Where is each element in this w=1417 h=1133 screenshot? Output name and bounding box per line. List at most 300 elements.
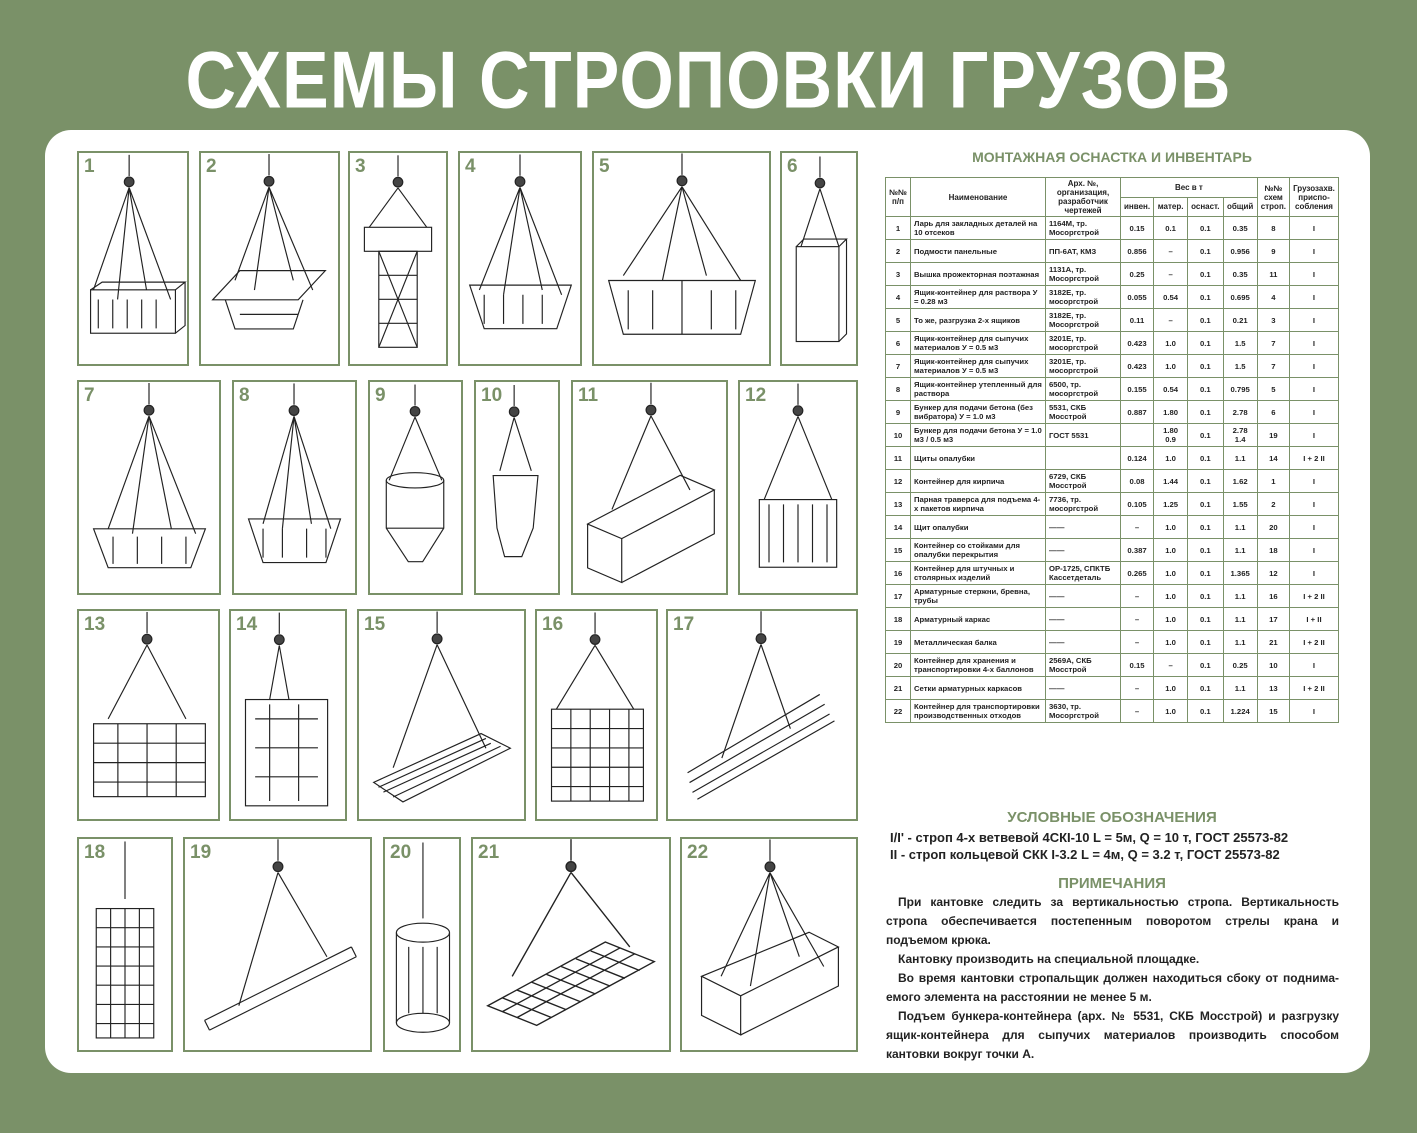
cell-arch: ——: [1046, 631, 1121, 654]
col-tot-header: общий: [1223, 197, 1257, 217]
cell-inv: 0.856: [1121, 240, 1154, 263]
scheme-number: 17: [673, 614, 695, 635]
cell-name: Контейнер со стойками для опалубки перекрытия: [911, 539, 1046, 562]
cell-mat: 1.0: [1154, 332, 1188, 355]
cell-name: Арматурные стержни, бревна, трубы: [911, 585, 1046, 608]
cell-name: Ларь для закладных деталей на 10 отсеков: [911, 217, 1046, 240]
cell-osn: 0.1: [1188, 493, 1223, 516]
cell-n: 11: [886, 447, 911, 470]
container-sling-illustration: [460, 153, 580, 364]
scheme-cell-7: [77, 380, 221, 595]
cell-osn: 0.1: [1188, 516, 1223, 539]
formwork-shield-sling-illustration: [231, 611, 345, 819]
cell-name: Ящик-контейнер для сыпучих материалов У = 0.5 м3: [911, 332, 1046, 355]
table-row: [886, 631, 1339, 654]
table-row: [886, 401, 1339, 424]
cell-mat: 1.25: [1154, 493, 1188, 516]
cell-arch: 6729, СКБ Мосстрой: [1046, 470, 1121, 493]
cell-sch: 15: [1257, 700, 1289, 723]
cell-osn: 0.1: [1188, 355, 1223, 378]
cell-n: 16: [886, 562, 911, 585]
table-row: [886, 217, 1339, 240]
cell-grip: I + 2 II: [1290, 585, 1339, 608]
cell-osn: 0.1: [1188, 378, 1223, 401]
cell-name: Металлическая балка: [911, 631, 1046, 654]
col-mat-header: матер.: [1154, 197, 1188, 217]
legend-line-1: I/I' - строп 4-х ветвевой 4СКI-10 L = 5м, Q = 10 т, ГОСТ 25573-82: [890, 830, 1289, 845]
scheme-number: 9: [375, 385, 386, 406]
table-row: [886, 309, 1339, 332]
cell-grip: I: [1290, 424, 1339, 447]
cell-tot: 0.35: [1223, 263, 1257, 286]
col-scheme-header: №№ схем строп.: [1257, 178, 1289, 217]
cell-arch: 7736, тр. мосоргстрой: [1046, 493, 1121, 516]
cell-tot: 1.55: [1223, 493, 1257, 516]
table-row: [886, 608, 1339, 631]
cell-arch: 3182Е, тр. Мосоргстрой: [1046, 309, 1121, 332]
cell-grip: I: [1290, 654, 1339, 677]
cell-osn: 0.1: [1188, 654, 1223, 677]
table-row: [886, 470, 1339, 493]
cell-arch: 3630, тр. Мосоргстрой: [1046, 700, 1121, 723]
cell-sch: 19: [1257, 424, 1289, 447]
cell-n: 3: [886, 263, 911, 286]
scheme-cell-14: [229, 609, 347, 821]
waste-container-sling-illustration: [682, 839, 856, 1050]
cell-inv: 0.11: [1121, 309, 1154, 332]
prop-container-sling-illustration: [359, 611, 524, 819]
cell-mat: 1.0: [1154, 516, 1188, 539]
cell-inv: 0.25: [1121, 263, 1154, 286]
cell-mat: 1.80: [1154, 401, 1188, 424]
cell-name: Сетки арматурных каркасов: [911, 677, 1046, 700]
notes: [886, 893, 1339, 1064]
scheme-cell-5: [592, 151, 771, 366]
cell-arch: 3201Е, тр. мосоргстрой: [1046, 332, 1121, 355]
table-row: [886, 516, 1339, 539]
cell-mat: 1.80 0.9: [1154, 424, 1188, 447]
cell-tot: 1.224: [1223, 700, 1257, 723]
cell-sch: 7: [1257, 355, 1289, 378]
cell-sch: 18: [1257, 539, 1289, 562]
cell-arch: 6500, тр. мосоргстрой: [1046, 378, 1121, 401]
scheme-cell-16: [535, 609, 658, 821]
cylinder-container-sling-illustration: [385, 839, 459, 1050]
scheme-cell-19: [183, 837, 372, 1052]
cell-grip: I: [1290, 217, 1339, 240]
cell-mat: 0.54: [1154, 286, 1188, 309]
cell-inv: [1121, 424, 1154, 447]
scheme-cell-1: [77, 151, 189, 366]
cell-mat: –: [1154, 654, 1188, 677]
cell-sch: 14: [1257, 447, 1289, 470]
scheme-number: 19: [190, 842, 212, 863]
cell-n: 7: [886, 355, 911, 378]
scheme-number: 5: [599, 156, 610, 177]
note-paragraph: При кантовке следить за вертикальностью стропа. Вертикальность стропа обеспечивается постепенным поворотом стрелы крана и подъемом крюка.: [886, 895, 1339, 947]
cell-tot: 1.62: [1223, 470, 1257, 493]
cell-inv: –: [1121, 677, 1154, 700]
cell-arch: ——: [1046, 516, 1121, 539]
scheme-cell-9: [368, 380, 463, 595]
scheme-number: 10: [481, 385, 503, 406]
scheme-cell-3: [348, 151, 448, 366]
scheme-number: 22: [687, 842, 709, 863]
scheme-number: 11: [578, 385, 599, 406]
scheme-cell-6: [780, 151, 858, 366]
scheme-number: 14: [236, 614, 258, 635]
cell-sch: 6: [1257, 401, 1289, 424]
table-row: [886, 585, 1339, 608]
cell-mat: 1.0: [1154, 677, 1188, 700]
table-row: [886, 355, 1339, 378]
cell-name: Парная траверса для подъема 4-х пакетов кирпича: [911, 493, 1046, 516]
cell-grip: I: [1290, 332, 1339, 355]
cell-arch: [1046, 447, 1121, 470]
cell-tot: 1.5: [1223, 332, 1257, 355]
cell-sch: 21: [1257, 631, 1289, 654]
rebar-cage-sling-illustration: [79, 839, 171, 1050]
cell-sch: 12: [1257, 562, 1289, 585]
cell-inv: 0.08: [1121, 470, 1154, 493]
cell-tot: 1.1: [1223, 516, 1257, 539]
scheme-number: 8: [239, 385, 250, 406]
cell-sch: 10: [1257, 654, 1289, 677]
scheme-cell-2: [199, 151, 340, 366]
col-inv-header: инвен.: [1121, 197, 1154, 217]
cell-osn: 0.1: [1188, 585, 1223, 608]
cell-osn: 0.1: [1188, 700, 1223, 723]
col-osn-header: оснаст.: [1188, 197, 1223, 217]
cell-osn: 0.1: [1188, 470, 1223, 493]
table-row: [886, 654, 1339, 677]
scheme-number: 4: [465, 156, 476, 177]
cell-mat: –: [1154, 240, 1188, 263]
cell-name: Вышка прожекторная поэтажная: [911, 263, 1046, 286]
equipment-table: [885, 177, 1339, 723]
cell-inv: 0.423: [1121, 332, 1154, 355]
cell-mat: 1.0: [1154, 700, 1188, 723]
cell-tot: 2.78: [1223, 401, 1257, 424]
cell-tot: 1.1: [1223, 631, 1257, 654]
cell-osn: 0.1: [1188, 539, 1223, 562]
cell-osn: 0.1: [1188, 401, 1223, 424]
table-row: [886, 562, 1339, 585]
cell-grip: I: [1290, 470, 1339, 493]
cell-mat: 1.0: [1154, 447, 1188, 470]
cell-osn: 0.1: [1188, 562, 1223, 585]
table-row: [886, 240, 1339, 263]
scheme-cell-17: [666, 609, 858, 821]
scheme-number: 1: [84, 156, 95, 177]
cell-arch: ——: [1046, 585, 1121, 608]
legend: [890, 829, 1340, 863]
cell-arch: 2569А, СКБ Мосстрой: [1046, 654, 1121, 677]
cell-name: Подмости панельные: [911, 240, 1046, 263]
scheme-number: 21: [478, 842, 500, 863]
cell-name: Ящик-контейнер для раствора У = 0.28 м3: [911, 286, 1046, 309]
mesh-container-sling-illustration: [537, 611, 656, 819]
concrete-bucket-sling-illustration: [476, 382, 558, 593]
cell-name: Щиты опалубки: [911, 447, 1046, 470]
notes-heading: ПРИМЕЧАНИЯ: [1058, 875, 1166, 892]
scheme-cell-20: [383, 837, 461, 1052]
cell-grip: I: [1290, 309, 1339, 332]
cell-mat: 1.0: [1154, 608, 1188, 631]
note-paragraph: Во время кантовки стропальщик должен находиться сбоку от поднима-емого элемента на расстоянии не менее 5 м.: [886, 971, 1339, 1004]
brick-container-sling-illustration: [740, 382, 856, 593]
cell-mat: 1.0: [1154, 355, 1188, 378]
cell-n: 9: [886, 401, 911, 424]
vertical-box-sling-illustration: [782, 153, 856, 364]
cell-sch: 20: [1257, 516, 1289, 539]
cell-arch: ГОСТ 5531: [1046, 424, 1121, 447]
cell-sch: 16: [1257, 585, 1289, 608]
cell-arch: ——: [1046, 608, 1121, 631]
cell-n: 18: [886, 608, 911, 631]
table-heading: МОНТАЖНАЯ ОСНАСТКА И ИНВЕНТАРЬ: [972, 149, 1252, 165]
cell-n: 12: [886, 470, 911, 493]
cell-tot: 1.365: [1223, 562, 1257, 585]
cell-n: 17: [886, 585, 911, 608]
cell-inv: 0.423: [1121, 355, 1154, 378]
cell-name: То же, разгрузка 2-х ящиков: [911, 309, 1046, 332]
scheme-number: 18: [84, 842, 106, 863]
cell-osn: 0.1: [1188, 332, 1223, 355]
cell-sch: 11: [1257, 263, 1289, 286]
cell-inv: 0.387: [1121, 539, 1154, 562]
cell-osn: 0.1: [1188, 286, 1223, 309]
cell-n: 14: [886, 516, 911, 539]
cell-sch: 4: [1257, 286, 1289, 309]
cell-grip: I: [1290, 401, 1339, 424]
cell-name: Бункер для подачи бетона (без вибратора) У = 1.0 м3: [911, 401, 1046, 424]
rebar-bundle-sling-illustration: [668, 611, 856, 819]
cell-mat: –: [1154, 309, 1188, 332]
cell-n: 4: [886, 286, 911, 309]
cell-tot: 0.25: [1223, 654, 1257, 677]
cell-inv: 0.055: [1121, 286, 1154, 309]
cell-arch: 3201Е, тр. мосоргстрой: [1046, 355, 1121, 378]
cell-arch: ——: [1046, 539, 1121, 562]
cell-tot: 1.1: [1223, 677, 1257, 700]
cell-sch: 17: [1257, 608, 1289, 631]
scheme-number: 15: [364, 614, 386, 635]
cell-mat: 0.54: [1154, 378, 1188, 401]
scheme-cell-21: [471, 837, 671, 1052]
cell-inv: 0.124: [1121, 447, 1154, 470]
cell-name: Ящик-контейнер утепленный для раствора: [911, 378, 1046, 401]
cell-sch: 8: [1257, 217, 1289, 240]
scheme-number: 12: [745, 385, 767, 406]
cell-tot: 0.21: [1223, 309, 1257, 332]
cell-grip: I: [1290, 700, 1339, 723]
cell-sch: 5: [1257, 378, 1289, 401]
cell-grip: I + II: [1290, 608, 1339, 631]
cell-grip: I: [1290, 263, 1339, 286]
cell-inv: 0.105: [1121, 493, 1154, 516]
table-row: [886, 263, 1339, 286]
cell-n: 1: [886, 217, 911, 240]
cell-arch: 1131А, тр. Мосоргстрой: [1046, 263, 1121, 286]
mortar-box-sling-illustration: [234, 382, 355, 593]
scheme-cell-22: [680, 837, 858, 1052]
scheme-cell-4: [458, 151, 582, 366]
cell-name: Контейнер для хранения и транспортировки 4-х баллонов: [911, 654, 1046, 677]
cell-name: Контейнер для транспортировки производственных отходов: [911, 700, 1046, 723]
cell-name: Щит опалубки: [911, 516, 1046, 539]
cell-name: Ящик-контейнер для сыпучих материалов У = 0.5 м3: [911, 355, 1046, 378]
table-row: [886, 539, 1339, 562]
cell-name: Бункер для подачи бетона У = 1.0 м3 / 0.5 м3: [911, 424, 1046, 447]
cell-inv: 0.15: [1121, 654, 1154, 677]
scheme-cell-13: [77, 609, 220, 821]
tower-sling-illustration: [350, 153, 446, 364]
double-container-sling-illustration: [594, 153, 769, 364]
cell-n: 8: [886, 378, 911, 401]
cell-osn: 0.1: [1188, 631, 1223, 654]
rebar-mesh-sling-illustration: [473, 839, 669, 1050]
legend-line-2: II - строп кольцевой СКК I-3.2 L = 4м, Q = 3.2 т, ГОСТ 25573-82: [890, 847, 1280, 862]
cell-tot: 2.78 1.4: [1223, 424, 1257, 447]
note-paragraph: Кантовку производить на специальной площадке.: [898, 952, 1200, 966]
cell-grip: I: [1290, 539, 1339, 562]
table-row: [886, 424, 1339, 447]
cell-osn: 0.1: [1188, 263, 1223, 286]
cell-sch: 7: [1257, 332, 1289, 355]
scheme-number: 16: [542, 614, 564, 635]
cell-inv: 0.887: [1121, 401, 1154, 424]
cell-n: 10: [886, 424, 911, 447]
note-paragraph: Подъем бункера-контейнера (арх. № 5531, СКБ Мосстрой) и разгрузку ящик-контейнера для сыпучих материалов производить способом кантовки вокруг точки А.: [886, 1009, 1339, 1061]
crate-sling-illustration: [79, 153, 187, 364]
scheme-number: 20: [390, 842, 412, 863]
col-num-header: №№ п/п: [886, 178, 911, 217]
table-row: [886, 332, 1339, 355]
cell-mat: 0.1: [1154, 217, 1188, 240]
scheme-number: 3: [355, 156, 366, 177]
cell-inv: –: [1121, 631, 1154, 654]
cell-n: 13: [886, 493, 911, 516]
table-row: [886, 378, 1339, 401]
cell-osn: 0.1: [1188, 424, 1223, 447]
cell-grip: I: [1290, 355, 1339, 378]
cell-n: 19: [886, 631, 911, 654]
cell-grip: I + 2 II: [1290, 447, 1339, 470]
cell-inv: –: [1121, 516, 1154, 539]
cell-grip: I: [1290, 562, 1339, 585]
cell-arch: ПП-6АТ, КМЗ: [1046, 240, 1121, 263]
cell-arch: ОР-1725, СПКТБ Кассетдеталь: [1046, 562, 1121, 585]
legend-heading: УСЛОВНЫЕ ОБОЗНАЧЕНИЯ: [1007, 809, 1217, 826]
cell-inv: –: [1121, 585, 1154, 608]
table-row: [886, 286, 1339, 309]
scheme-cell-12: [738, 380, 858, 595]
brick-traverse-sling-illustration: [79, 611, 218, 819]
cell-grip: I: [1290, 286, 1339, 309]
cell-arch: 3182Е, тр. мосоргстрой: [1046, 286, 1121, 309]
scaffold-sling-illustration: [201, 153, 338, 364]
scheme-number: 6: [787, 156, 798, 177]
cell-sch: 13: [1257, 677, 1289, 700]
scheme-cell-11: [571, 380, 728, 595]
cell-n: 21: [886, 677, 911, 700]
cell-grip: I: [1290, 516, 1339, 539]
table-row: [886, 493, 1339, 516]
cell-grip: I + 2 II: [1290, 631, 1339, 654]
cell-name: Контейнер для кирпича: [911, 470, 1046, 493]
cell-n: 20: [886, 654, 911, 677]
scheme-cell-10: [474, 380, 560, 595]
cell-inv: –: [1121, 608, 1154, 631]
cell-osn: 0.1: [1188, 677, 1223, 700]
cell-grip: I: [1290, 240, 1339, 263]
cell-mat: 1.0: [1154, 585, 1188, 608]
cell-tot: 1.1: [1223, 608, 1257, 631]
cell-mat: 1.0: [1154, 631, 1188, 654]
cell-name: Контейнер для штучных и столярных изделий: [911, 562, 1046, 585]
cell-osn: 0.1: [1188, 608, 1223, 631]
scheme-cell-18: [77, 837, 173, 1052]
cell-tot: 0.35: [1223, 217, 1257, 240]
cell-arch: 1164М, тр. Мосоргстрой: [1046, 217, 1121, 240]
cell-n: 5: [886, 309, 911, 332]
scheme-cell-15: [357, 609, 526, 821]
cell-inv: 0.155: [1121, 378, 1154, 401]
table-row: [886, 677, 1339, 700]
cell-grip: I: [1290, 378, 1339, 401]
cell-inv: 0.265: [1121, 562, 1154, 585]
table-body: [886, 217, 1339, 723]
cell-sch: 9: [1257, 240, 1289, 263]
scheme-number: 2: [206, 156, 217, 177]
cell-tot: 1.1: [1223, 585, 1257, 608]
cell-mat: –: [1154, 263, 1188, 286]
cell-osn: 0.1: [1188, 240, 1223, 263]
cell-tot: 0.795: [1223, 378, 1257, 401]
cell-osn: 0.1: [1188, 217, 1223, 240]
col-arch-header: Арх. №, организация, разработчик чертежей: [1046, 178, 1121, 217]
cell-arch: 5531, СКБ Мосстрой: [1046, 401, 1121, 424]
cell-osn: 0.1: [1188, 447, 1223, 470]
cell-n: 2: [886, 240, 911, 263]
cell-n: 15: [886, 539, 911, 562]
cell-grip: I: [1290, 493, 1339, 516]
cell-name: Арматурный каркас: [911, 608, 1046, 631]
cell-tot: 0.956: [1223, 240, 1257, 263]
col-grip-header: Грузозахв. приспо-собления: [1290, 178, 1339, 217]
formwork-panels-sling-illustration: [573, 382, 726, 593]
cell-osn: 0.1: [1188, 309, 1223, 332]
col-weight-header: Вес в т: [1121, 178, 1258, 198]
cell-mat: 1.0: [1154, 539, 1188, 562]
cell-grip: I + 2 II: [1290, 677, 1339, 700]
concrete-bunker-sling-illustration: [370, 382, 461, 593]
page-title: СХЕМЫ СТРОПОВКИ ГРУЗОВ: [185, 35, 1232, 125]
steel-beam-sling-illustration: [185, 839, 370, 1050]
table-row: [886, 447, 1339, 470]
bulk-container-sling-illustration: [79, 382, 219, 593]
cell-tot: 1.5: [1223, 355, 1257, 378]
cell-sch: 1: [1257, 470, 1289, 493]
col-name-header: Наименование: [911, 178, 1046, 217]
cell-arch: ——: [1046, 677, 1121, 700]
cell-n: 6: [886, 332, 911, 355]
table-row: [886, 700, 1339, 723]
cell-inv: 0.15: [1121, 217, 1154, 240]
cell-tot: 1.1: [1223, 447, 1257, 470]
scheme-number: 13: [84, 614, 106, 635]
